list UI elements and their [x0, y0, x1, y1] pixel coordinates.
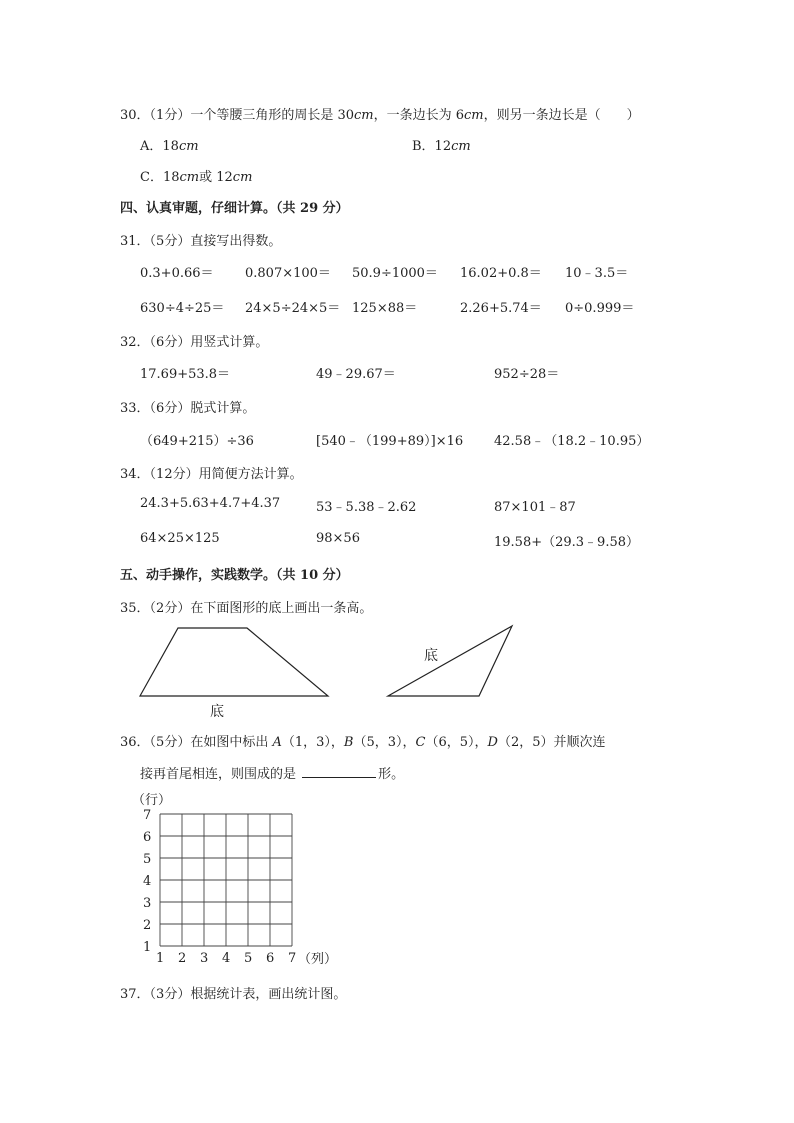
q34-r1-c1: 24.3+5.63+4.7+4.37	[140, 496, 281, 511]
grid-x-tick-label: 2	[178, 951, 187, 966]
grid-x-tick-label: 6	[266, 951, 275, 966]
trapezoid-shape	[140, 628, 328, 696]
q30-option-a: A．18cm	[140, 139, 199, 154]
grid-x-tick-label: 7	[288, 951, 297, 966]
q34-r2-c1: 64×25×125	[140, 531, 220, 546]
triangle-base-label: 底	[424, 648, 438, 664]
q30-option-c: C．18cm或 12cm	[140, 170, 253, 185]
q31-r1-c2: 0.807×100＝	[245, 266, 331, 281]
q31-r1-c3: 50.9÷1000＝	[352, 266, 438, 281]
q36-line-1: 36．（5分）在如图中标出 A（1，3），B（5，3），C（6，5），D（2，5）并顺次连	[120, 735, 606, 750]
grid-y-title: （行）	[132, 793, 172, 808]
triangle-shape	[388, 626, 512, 696]
q36-coordinate-grid	[120, 788, 360, 970]
q31-r1-c5: 10﹣3.5＝	[565, 266, 629, 281]
q32-item-1: 17.69+53.8＝	[140, 367, 231, 382]
grid-y-tick-label: 7	[143, 808, 152, 823]
q33-title: 33．（6分）脱式计算。	[120, 401, 256, 416]
section-5-heading: 五、动手操作，实践数学。（共 10 分）	[120, 568, 349, 583]
q34-title: 34．（12分）用简便方法计算。	[120, 467, 303, 482]
q31-r1-c1: 0.3+0.66＝	[140, 266, 214, 281]
trapezoid-base-label: 底	[210, 704, 224, 720]
q33-item-3: 42.58﹣（18.2﹣10.95）	[494, 434, 650, 449]
q32-item-2: 49﹣29.67＝	[316, 367, 396, 382]
q34-r2-c3: 19.58+（29.3﹣9.58）	[494, 535, 639, 550]
answer-blank[interactable]	[302, 763, 376, 778]
q33-item-1: （649+215）÷36	[140, 434, 254, 449]
q32-item-3: 952÷28＝	[494, 367, 560, 382]
q37-title: 37．（3分）根据统计表，画出统计图。	[120, 987, 347, 1002]
grid-x-tick-label: 5	[244, 951, 253, 966]
q35-figures	[130, 620, 530, 725]
q31-r2-c5: 0÷0.999＝	[565, 301, 635, 316]
grid-x-title: （列）	[298, 952, 338, 967]
grid-y-tick-label: 4	[143, 874, 152, 889]
grid-y-tick-label: 3	[143, 896, 152, 911]
q35-title: 35．（2分）在下面图形的底上画出一条高。	[120, 601, 373, 616]
q33-item-2: [540﹣（199+89）]×16	[316, 434, 464, 449]
q34-r1-c2: 53﹣5.38﹣2.62	[316, 500, 417, 515]
q31-r1-c4: 16.02+0.8＝	[460, 266, 542, 281]
q31-r2-c4: 2.26+5.74＝	[460, 301, 542, 316]
q31-r2-c3: 125×88＝	[352, 301, 418, 316]
q31-title: 31．（5分）直接写出得数。	[120, 234, 282, 249]
q34-r2-c2: 98×56	[316, 531, 360, 546]
grid-x-tick-label: 1	[156, 951, 165, 966]
section-4-heading: 四、认真审题，仔细计算。（共 29 分）	[120, 201, 349, 216]
q36-line-2: 接再首尾相连，则围成的是 形。	[140, 763, 404, 782]
grid-y-tick-label: 2	[143, 918, 152, 933]
grid-y-tick-label: 5	[143, 852, 152, 867]
q30-stem: 30．（1分）一个等腰三角形的周长是 30cm，一条边长为 6cm，则另一条边长是（ ）	[120, 108, 640, 123]
grid-x-tick-label: 3	[200, 951, 209, 966]
grid-x-tick-label: 4	[222, 951, 231, 966]
q31-r2-c1: 630÷4÷25＝	[140, 301, 225, 316]
q34-r1-c3: 87×101﹣87	[494, 500, 576, 515]
grid-y-tick-label: 1	[143, 940, 152, 955]
q30-option-b: B．12cm	[412, 139, 471, 154]
q31-r2-c2: 24×5÷24×5＝	[245, 301, 341, 316]
grid-y-tick-label: 6	[143, 830, 152, 845]
q32-title: 32．（6分）用竖式计算。	[120, 335, 269, 350]
